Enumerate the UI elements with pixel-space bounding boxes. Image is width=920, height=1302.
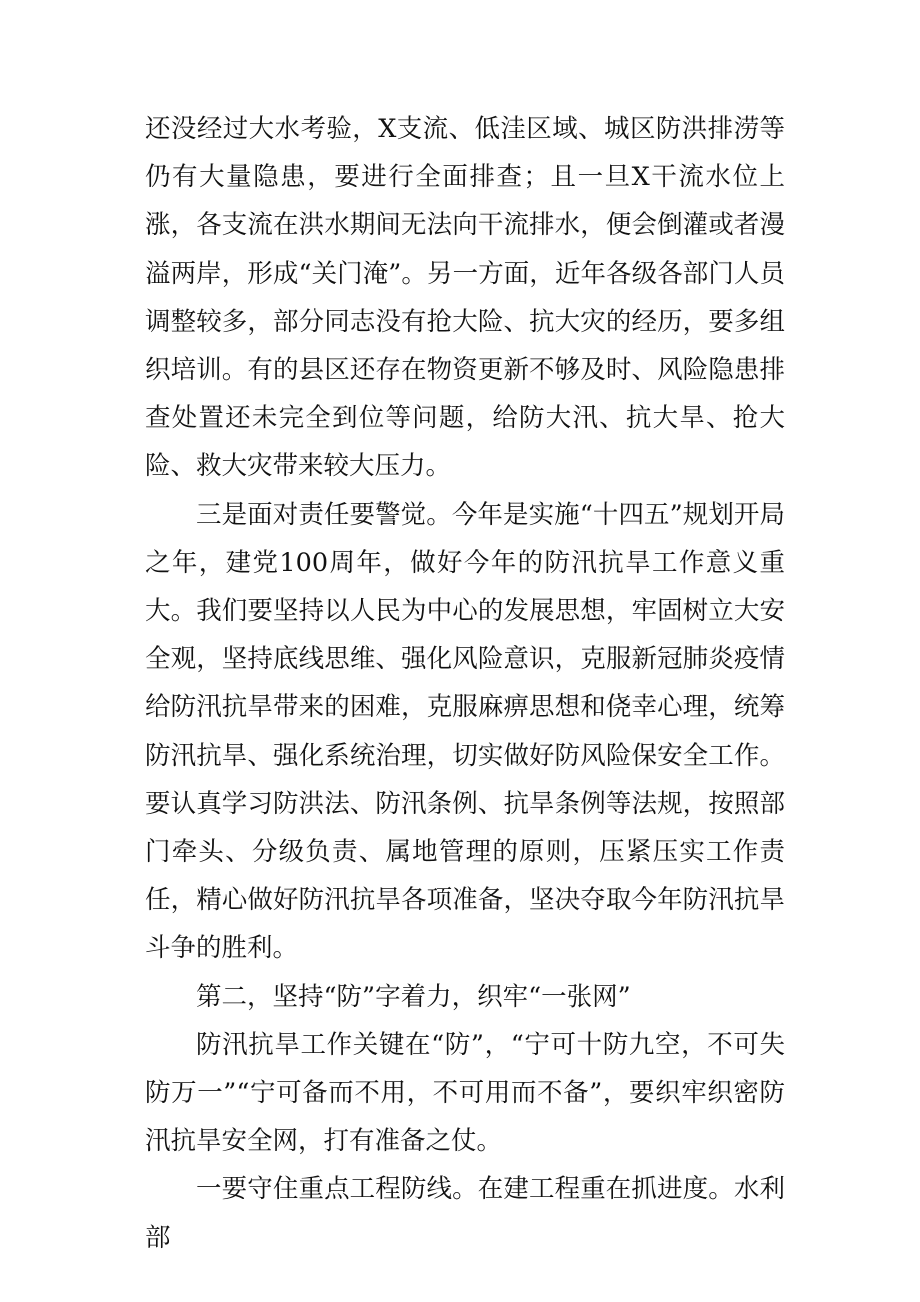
section-heading-second: 第二，坚持“防”字着力，织牢“一张网” bbox=[196, 981, 631, 1012]
paragraph-responsibility: 三是面对责任要警觉。今年是实施“十四五”规划开局之年，建党100周年，做好今年的防汛抗旱工作意义重大。我们要坚持以人民为中心的发展思想，牢固树立大安全观，坚持底线思维、强化风险意识，克服新冠肺炎疫情给防汛抗旱带来的困难，克服麻痹思想和侥幸心理，统筹防汛抗旱、强化系统治理，切实做好防风险保安全工作。要认真学习防洪法、防汛条例、抗旱条例等法规，按照部门牵头、分级负责、属地管理的原则，压紧压实工作责任，精心做好防汛抗旱各项准备，坚决夺取今年防汛抗旱斗争的胜利。 bbox=[145, 499, 785, 964]
document-body bbox=[145, 105, 785, 1262]
paragraph-key-projects: 一要守住重点工程防线。在建工程重在抓进度。水利部 bbox=[145, 1174, 785, 1253]
paragraph-continuation: 还没经过大水考验，X支流、低洼区域、城区防洪排涝等仍有大量隐患，要进行全面排查；且一旦X干流水位上涨，各支流在洪水期间无法向干流排水，便会倒灌或者漫溢两岸，形成“关门淹”。另一方面，近年各级各部门人员调整较多，部分同志没有抢大险、抗大灾的经历，要多组织培训。有的县区还存在物资更新不够及时、风险隐患排查处置还未完全到位等问题，给防大汛、抗大旱、抢大险、救大灾带来较大压力。 bbox=[145, 114, 785, 482]
paragraph-prevention: 防汛抗旱工作关键在“防”，“宁可十防九空，不可失防万一”“宁可备而不用，不可用而不备”，要织牢织密防汛抗旱安全网，打有准备之仗。 bbox=[145, 1029, 785, 1157]
